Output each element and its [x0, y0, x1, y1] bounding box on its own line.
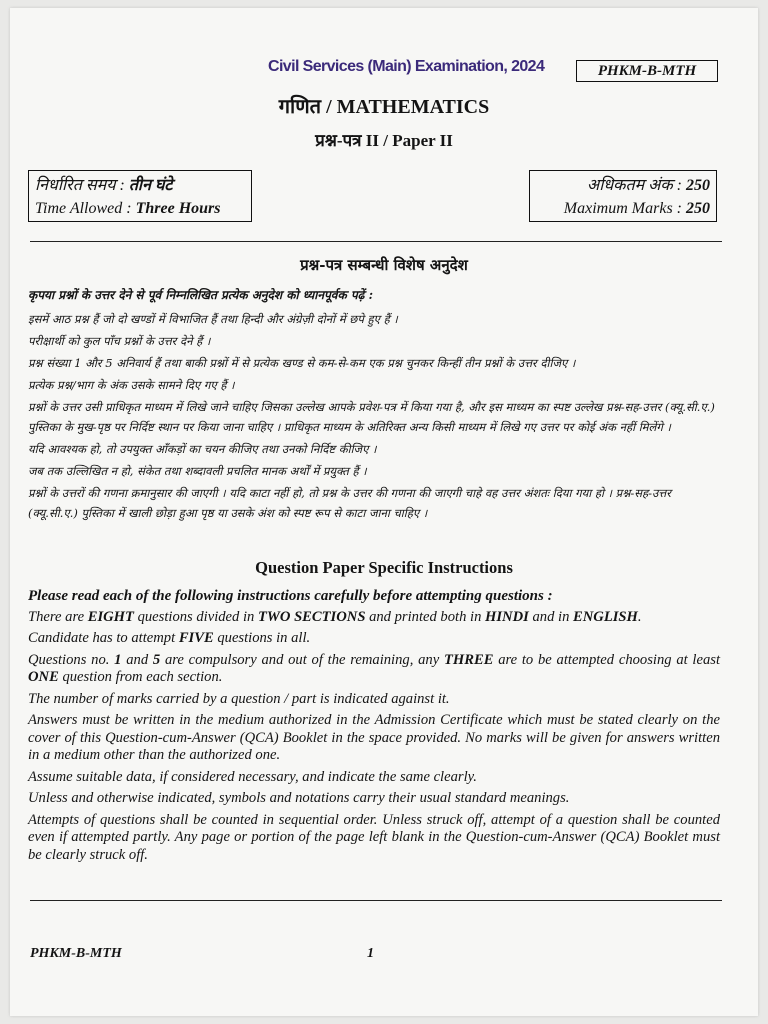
- hindi-instruction: जब तक उल्लिखित न हो, संकेत तथा शब्दावली प्रचलित मानक अर्थों में प्रयुक्त हैं ।: [28, 464, 367, 478]
- hindi-lead: कृपया प्रश्नों के उत्तर देने से पूर्व निम्नलिखित प्रत्येक अनुदेश को ध्यानपूर्वक पढ़ें :: [28, 288, 374, 302]
- hindi-instruction: प्रश्न संख्या 1 और 5 अनिवार्य हैं तथा बाकी प्रश्नों में से प्रत्येक खण्ड से कम-से-कम एक प्रश्न चुनकर किन्हीं तीन प्रश्नों के उत्तर दीजिए ।: [28, 356, 576, 370]
- divider-bottom: [30, 900, 722, 901]
- paper-title: प्रश्न-पत्र II / Paper II: [315, 131, 453, 150]
- english-instruction-4: The number of marks carried by a question / part is indicated against it.: [28, 690, 450, 707]
- exam-title: Civil Services (Main) Examination, 2024: [268, 58, 545, 75]
- hindi-instructions: [28, 285, 722, 525]
- hindi-instruction: परीक्षार्थी को कुल पाँच प्रश्नों के उत्तर देने हैं ।: [28, 334, 211, 348]
- time-allowed-box: [28, 170, 252, 222]
- hindi-instruction: प्रश्नों के उत्तर उसी प्राधिकृत माध्यम में लिखे जाने चाहिए जिसका उल्लेख आपके प्रवेश-पत्र में किया गया है, और इस माध्यम का स्पष्ट उल्लेख प्रश्न-सह-उत्तर (क्यू.सी.ए.) पुस्तिका के मुख-पृष्ठ पर निर्दिष्ट स्थान पर किया जाना चाहिए । प्राधिकृत माध्यम के अतिरिक्त अन्य किसी माध्यम में लिखे गए उत्तर पर कोई अंक नहीं मिलेंगे ।: [28, 400, 715, 434]
- time-allowed-hindi: निर्धारित समय : तीन घंटे: [35, 177, 173, 194]
- hindi-instructions-heading: प्रश्न-पत्र सम्बन्धी विशेष अनुदेश: [300, 256, 468, 274]
- english-instruction-8: Attempts of questions shall be counted in sequential order. Unless struck off, attempt of a question shall be counted even if attempted partly. Any page or portion of the page left blank in the Question-cum-Answer (QCA) Booklet must be clearly struck off.: [28, 811, 720, 863]
- english-instruction-2: Candidate has to attempt FIVE questions in all.: [28, 630, 311, 646]
- maximum-marks-hindi: अधिकतम अंक : 250: [586, 177, 710, 194]
- footer-paper-code: PHKM-B-MTH: [30, 946, 122, 961]
- english-instructions: [28, 588, 720, 868]
- hindi-instruction: यदि आवश्यक हो, तो उपयुक्त आँकड़ों का चयन कीजिए तथा उनको निर्दिष्ट कीजिए ।: [28, 442, 377, 456]
- time-allowed-english: Time Allowed : Three Hours: [35, 200, 221, 217]
- question-paper-page: [10, 8, 758, 1016]
- english-instruction-5: Answers must be written in the medium authorized in the Admission Certificate which must be stated clearly on the cover of this Question-cum-Answer (QCA) Booklet in the space provided. No marks will be given for answers written in a medium other than the authorized one.: [28, 712, 720, 763]
- english-instruction-6: Assume suitable data, if considered necessary, and indicate the same clearly.: [28, 768, 477, 785]
- maximum-marks-english: Maximum Marks : 250: [563, 200, 710, 217]
- english-lead: Please read each of the following instructions carefully before attempting questions :: [28, 588, 553, 604]
- subject-title: गणित / MATHEMATICS: [278, 96, 490, 118]
- paper-code-box: PHKM-B-MTH: [576, 60, 718, 82]
- maximum-marks-box: [529, 170, 717, 222]
- english-instructions-heading: Question Paper Specific Instructions: [255, 558, 513, 577]
- english-instruction-7: Unless and otherwise indicated, symbols and notations carry their usual standard meanings.: [28, 790, 570, 806]
- page-number: 1: [367, 946, 374, 961]
- hindi-instruction: प्रश्नों के उत्तरों की गणना क्रमानुसार की जाएगी । यदि काटा नहीं हो, तो प्रश्न के उत्तर की गणना की जाएगी चाहे वह उत्तर अंशतः दिया गया हो । प्रश्न-सह-उत्तर (क्यू.सी.ए.) पुस्तिका में खाली छोड़ा हुआ पृष्ठ या उसके अंश को स्पष्ट रूप से काटा जाना चाहिए ।: [28, 486, 671, 520]
- hindi-instruction: इसमें आठ प्रश्न हैं जो दो खण्डों में विभाजित हैं तथा हिन्दी और अंग्रेज़ी दोनों में छपे हुए हैं ।: [28, 312, 398, 326]
- english-instruction-1: There are EIGHT questions divided in TWO SECTIONS and printed both in HINDI and in ENGLISH.: [28, 608, 642, 625]
- english-instruction-3: Questions no. 1 and 5 are compulsory and out of the remaining, any THREE are to be attempted choosing at least ONE question from each section.: [28, 651, 720, 685]
- divider-top: [30, 241, 722, 242]
- hindi-instruction: प्रत्येक प्रश्न/भाग के अंक उसके सामने दिए गए हैं ।: [28, 378, 235, 392]
